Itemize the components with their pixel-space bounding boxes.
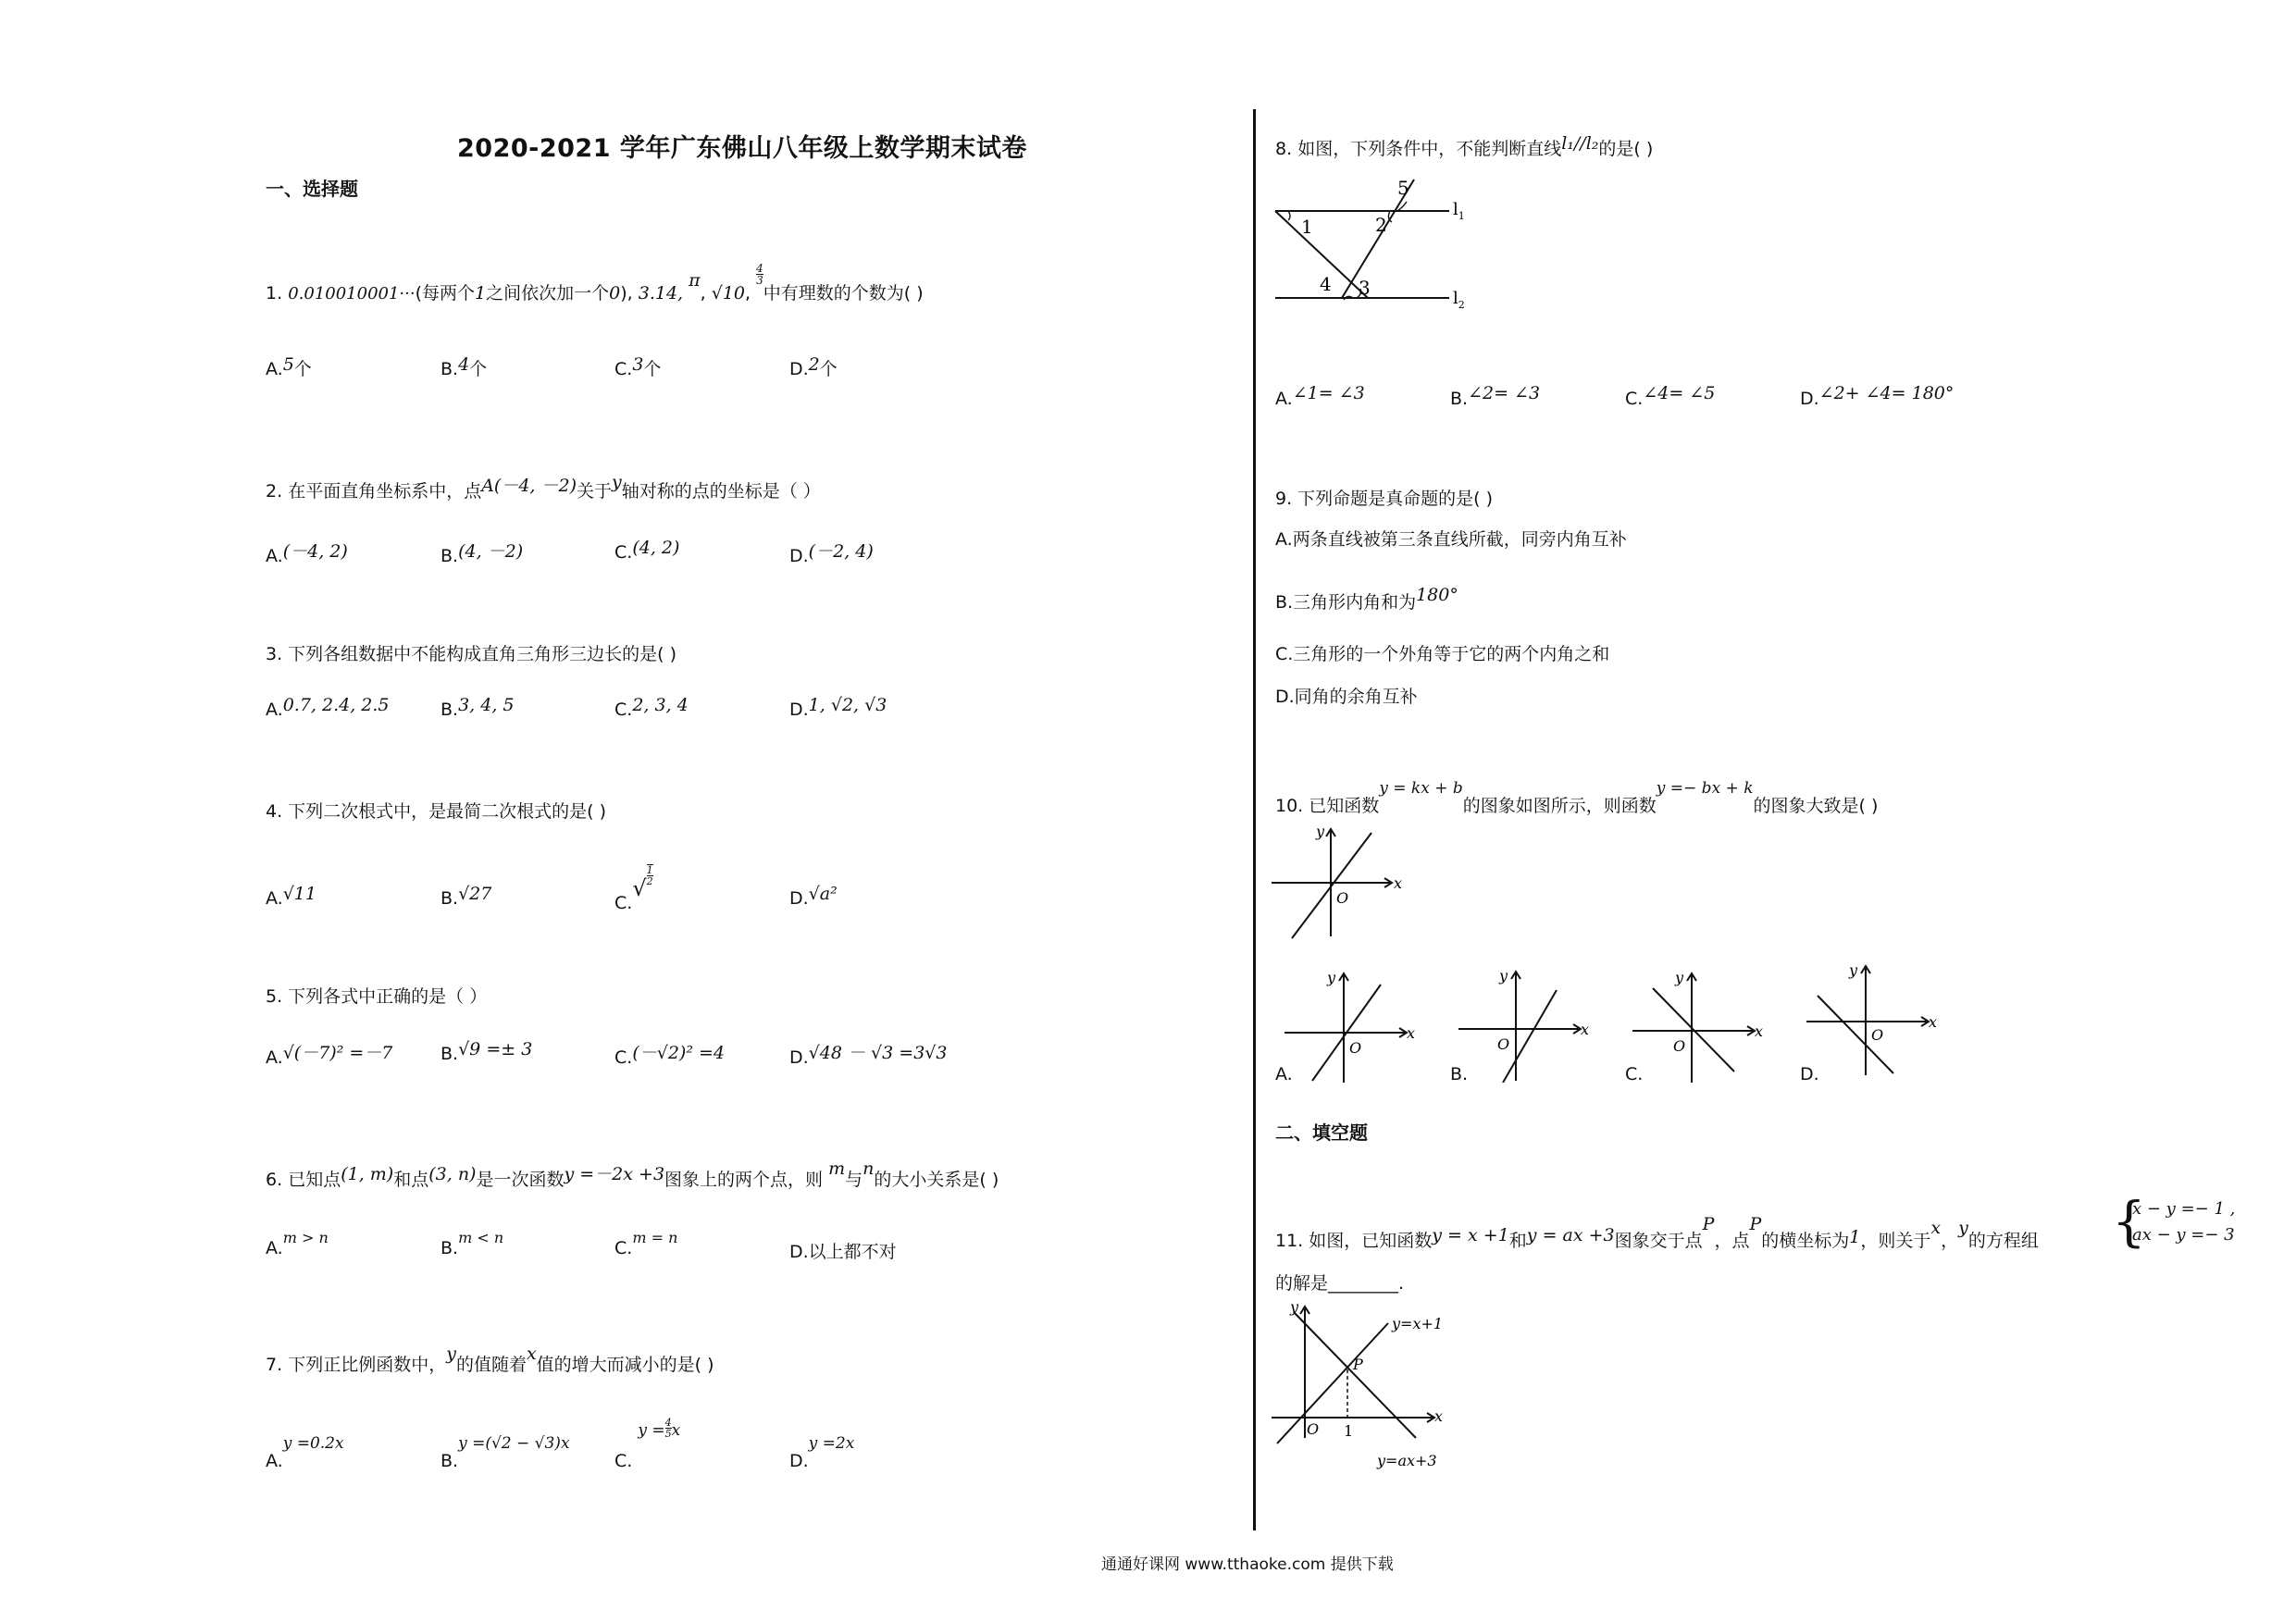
q11-answer-blank[interactable]: 的解是________.	[1275, 1273, 1405, 1294]
svg-text:x: x	[1434, 1407, 1444, 1425]
q2-option-d[interactable]: D.(－2, 4)	[789, 541, 874, 566]
question-11: 11. 如图，已知函数y = x +1和y = ax +3图象交于点P，点P的横坐标为1，则关于x，y的方程组	[1275, 1214, 2039, 1251]
q10-option-a-graph[interactable]	[1277, 962, 1416, 1083]
question-3: 3. 下列各组数据中不能构成直角三角形三边长的是( )	[266, 644, 677, 664]
angle-label-3: 3	[1359, 277, 1371, 299]
q10-option-a[interactable]: A.	[1275, 1064, 1293, 1084]
q1-option-d[interactable]: D.2个	[789, 354, 838, 379]
svg-text:x: x	[1394, 874, 1403, 892]
q8-option-d[interactable]: D.∠2+ ∠4= 180°	[1800, 383, 1955, 409]
page-footer: 通通好课网 www.tthaoke.com 提供下载	[1101, 1555, 1394, 1574]
svg-text:y: y	[1290, 1299, 1299, 1316]
q5-option-c[interactable]: C.(－√2)² =4	[614, 1043, 725, 1068]
q3-option-d[interactable]: D.1, √2, √3	[789, 695, 887, 720]
q7-option-a[interactable]: A.y =0.2x	[266, 1434, 344, 1471]
angle-label-2: 2	[1375, 214, 1387, 236]
label-l1: $l_1$	[1453, 200, 1465, 222]
q10-option-d-graph[interactable]	[1799, 959, 1938, 1079]
q11-intersection-graph	[1268, 1299, 1462, 1471]
svg-text:y: y	[1316, 824, 1325, 840]
q3-option-b[interactable]: B.3, 4, 5	[441, 695, 515, 720]
q6-option-d[interactable]: D.以上都不对	[789, 1242, 897, 1262]
question-7: 7. 下列正比例函数中，y的值随着x值的增大而减小的是( )	[266, 1344, 714, 1375]
q8-option-c[interactable]: C.∠4= ∠5	[1625, 383, 1716, 409]
svg-text:P: P	[1353, 1356, 1363, 1373]
q3-option-c[interactable]: C.2, 3, 4	[614, 695, 689, 720]
question-9: 9. 下列命题是真命题的是( )	[1275, 489, 1494, 509]
page-title: 2020-2021 学年广东佛山八年级上数学期末试卷	[457, 134, 1027, 163]
q4-option-d[interactable]: D.√a²	[789, 884, 838, 909]
q2-option-c[interactable]: C.(4, 2)	[614, 538, 680, 563]
svg-text:y: y	[1327, 969, 1336, 986]
q7-option-d[interactable]: D.y =2x	[789, 1434, 855, 1471]
q10-given-graph	[1268, 824, 1407, 944]
svg-text:O: O	[1349, 1039, 1362, 1057]
q10-option-b-graph[interactable]	[1451, 962, 1590, 1083]
q6-option-b[interactable]: B.m < n	[441, 1229, 504, 1258]
q2-option-b[interactable]: B.(4, －2)	[441, 541, 524, 566]
q10-option-c[interactable]: C.	[1625, 1064, 1644, 1084]
q7-option-c[interactable]: C. y = $\frac{4}{5}$ x	[614, 1417, 681, 1471]
q4-option-a[interactable]: A.√11	[266, 884, 316, 909]
section-heading-choice: 一、选择题	[266, 178, 358, 200]
q5-option-d[interactable]: D.√48 － √3 =3√3	[789, 1043, 948, 1068]
angle-label-5: 5	[1397, 177, 1409, 199]
q3-option-a[interactable]: A.0.7, 2.4, 2.5	[266, 695, 390, 720]
q9-option-a[interactable]: A.两条直线被第三条直线所截，同旁内角互补	[1275, 529, 1627, 550]
q1-option-c[interactable]: C.3个	[614, 354, 662, 379]
svg-text:O: O	[1871, 1026, 1884, 1044]
q7-option-b[interactable]: B.y =(√2 − √3)x	[441, 1434, 570, 1471]
svg-text:x: x	[1929, 1013, 1938, 1031]
line-y-x-plus-1	[1277, 1323, 1388, 1443]
parallel-lines-figure	[1268, 176, 1490, 324]
svg-text:O: O	[1497, 1035, 1510, 1053]
svg-text:y: y	[1849, 961, 1858, 979]
q5-option-a[interactable]: A.√(－7)² =－7	[266, 1043, 393, 1068]
question-4: 4. 下列二次根式中，是最简二次根式的是( )	[266, 801, 607, 822]
angle-label-1: 1	[1301, 216, 1313, 238]
label-l2: $l_2$	[1453, 289, 1465, 311]
column-divider	[1253, 109, 1256, 1530]
q8-option-a[interactable]: A.∠1= ∠3	[1275, 383, 1365, 409]
q10-option-b[interactable]: B.	[1450, 1064, 1469, 1084]
svg-text:y=x+1: y=x+1	[1392, 1315, 1444, 1332]
q6-option-c[interactable]: C.m = n	[614, 1229, 678, 1258]
svg-text:x: x	[1581, 1021, 1590, 1038]
question-8: 8. 如图，下列条件中，不能判断直线l₁//l₂的是( )	[1275, 133, 1654, 159]
svg-text:y: y	[1499, 967, 1508, 985]
svg-text:O: O	[1307, 1420, 1320, 1438]
q9-option-c[interactable]: C.三角形的一个外角等于它的两个内角之和	[1275, 644, 1610, 664]
question-10: 10. 已知函数y = kx + b的图象如图所示，则函数y =− bx + k的图象大致是( )	[1275, 779, 1879, 816]
q2-option-a[interactable]: A.(－4, 2)	[266, 541, 348, 566]
q10-option-c-graph[interactable]	[1625, 962, 1764, 1083]
svg-text:O: O	[1336, 889, 1349, 907]
question-2: 2. 在平面直角坐标系中，点A(－4, －2)关于y轴对称的点的坐标是（ ）	[266, 472, 821, 502]
angle-label-4: 4	[1320, 273, 1332, 295]
q1-option-b[interactable]: B.4个	[441, 354, 488, 379]
q8-option-b[interactable]: B.∠2= ∠3	[1450, 383, 1541, 409]
svg-text:O: O	[1673, 1037, 1686, 1055]
q9-option-d[interactable]: D.同角的余角互补	[1275, 687, 1418, 707]
question-1: 1. 0.010010001···(每两个1之间依次加一个0), 3.14, π, √10, $\frac{4}{3}$ 中有理数的个数为( )	[266, 262, 924, 304]
q10-option-d[interactable]: D.	[1800, 1064, 1819, 1084]
q6-option-a[interactable]: A.m > n	[266, 1229, 329, 1258]
q4-option-c[interactable]: C.√ $\frac{1}{2}$	[614, 864, 653, 913]
question-6: 6. 已知点(1, m)和点(3, n)是一次函数y =－2x +3图象上的两个点，则 m与n的大小关系是( )	[266, 1158, 999, 1190]
svg-text:x: x	[1755, 1022, 1764, 1040]
section-heading-fill: 二、填空题	[1275, 1121, 1368, 1144]
svg-text:x: x	[1407, 1024, 1416, 1042]
svg-text:1: 1	[1344, 1422, 1354, 1440]
q1-option-a[interactable]: A.5个	[266, 354, 312, 379]
q4-option-b[interactable]: B.√27	[441, 884, 492, 909]
q5-option-b[interactable]: B.√9 =± 3	[441, 1039, 533, 1064]
question-5: 5. 下列各式中正确的是（ ）	[266, 986, 488, 1007]
q9-option-b[interactable]: B.三角形内角和为180°	[1275, 585, 1458, 613]
svg-text:y=ax+3: y=ax+3	[1377, 1452, 1437, 1469]
svg-text:y: y	[1675, 969, 1684, 986]
